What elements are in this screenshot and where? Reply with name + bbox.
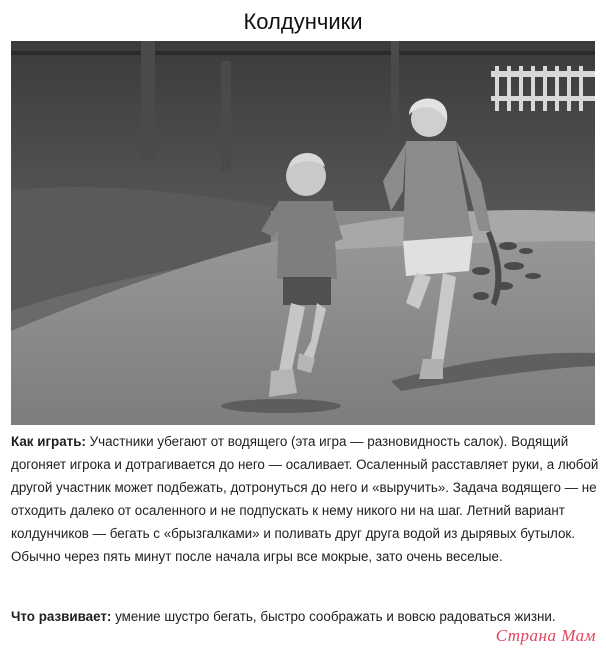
how-to-play-label: Как играть: <box>11 434 86 449</box>
how-to-play-text: Участники убегают от водящего (эта игра — разновидность салок). Водящий догоняет игрока и дотрагивается до него — осаливает. Осаленный расставляет руки, а любой другой участник может подбежать, дотронуться до него и «выручить». Задача водящего — не отходить далеко от осаленного и не подпускать к нему никого ни на шаг. Летний вариант колдунчиков — бегать с «брызгалками» и поливать друг друга водой из дырявых бутылок. Обычно через пять минут после начала игры все мокрые, зато очень веселые. <box>11 434 599 564</box>
develops-label: Что развивает: <box>11 609 112 624</box>
how-to-play-paragraph <box>11 430 601 568</box>
develops-paragraph <box>11 605 601 628</box>
page-title: Колдунчики <box>243 9 363 34</box>
develops-text: умение шустро бегать, быстро соображать и вовсю радоваться жизни. <box>111 609 556 624</box>
children-running-photo <box>11 41 595 425</box>
watermark-logo: Страна Мам <box>495 626 596 645</box>
